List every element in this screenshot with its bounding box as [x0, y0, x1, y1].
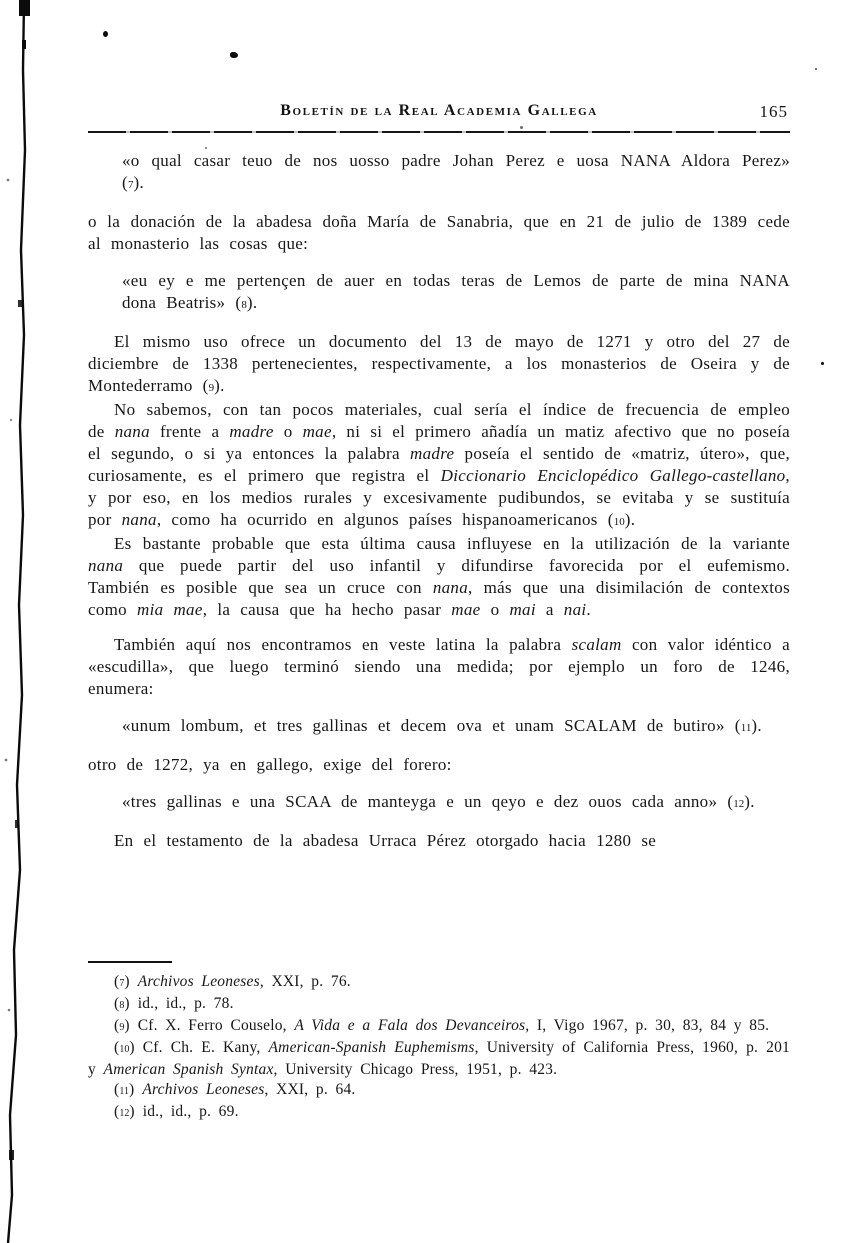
footnote-ref: 12: [733, 798, 745, 810]
footnote-list: [88, 972, 790, 1124]
footnotes-section: [88, 961, 790, 1124]
footnote-item: (9) Cf. X. Ferro Couselo, A Vida e a Fala dos Devanceiros, I, Vigo 1967, p. 30, 83, 84 y 85.: [114, 1017, 770, 1034]
paragraph: No sabemos, con tan pocos materiales, cual sería el índice de frecuencia de empleo de nana frente a madre o mae, ni si el primero añadía un matiz afectivo que no poseía el segundo, o si ya entonces la palabra madre poseía el sentido de «matriz, útero», que, curiosamente, es el primero que registra el Diccionario Enciclopédico Gallego-castellano, y por eso, en los medios rurales y excesivamente pudibundos, se evitaba y se sustituía por nana, como ha ocurrido en algunos países hispanoamericanos (10).: [88, 400, 791, 529]
footnote-ref: 10: [613, 516, 625, 528]
footnote-ref: 9: [208, 382, 215, 394]
footnote-item: (11) Archivos Leoneses, XXI, p. 64.: [114, 1081, 356, 1098]
footnote-ref: 11: [740, 722, 752, 734]
paragraph: o la donación de la abadesa doña María de Sanabria, que en 21 de julio de 1389 cede al monasterio las cosas que:: [88, 212, 790, 253]
footnote-ref: 9: [119, 1022, 125, 1033]
block-quote: «eu ey e me pertençen de auer en todas teras de Lemos de parte de mina NANA dona Beatris» (8).: [122, 271, 790, 312]
footnote-ref: 10: [119, 1044, 130, 1055]
footnote-item: (12) id., id., p. 69.: [114, 1103, 239, 1120]
page-number: 165: [759, 102, 788, 121]
footnote-separator-rule: [88, 961, 172, 963]
footnote-item: (8) id., id., p. 78.: [114, 995, 234, 1012]
block-quote: «tres gallinas e una SCAA de manteyga e un qeyo e dez ouos cada anno» (12).: [122, 792, 755, 811]
header-rule: [88, 131, 790, 133]
footnote-ref: 8: [241, 299, 247, 311]
footnote-ref: 7: [119, 978, 125, 989]
block-quote: «o qual casar teuo de nos uosso padre Johan Perez e uosa NANA Aldora Perez» (7).: [122, 151, 790, 192]
block-quote: «unum lombum, et tres gallinas et decem ova et unam SCALAM de butiro» (11).: [122, 716, 762, 735]
journal-title: Boletín de la Real Academia Gallega: [280, 102, 598, 119]
paragraph: Es bastante probable que esta última causa influyese en la utilización de la variante nana que puede partir del uso infantil y difundirse favorecida por el eufemismo. También es posible que sea un cruce con nana, más que una disimilación de contextos como mia mae, la causa que ha hecho pasar mae o mai a nai.: [88, 534, 790, 619]
paragraph: otro de 1272, ya en gallego, exige del forero:: [88, 755, 452, 774]
footnote-ref: 8: [119, 1000, 125, 1011]
footnote-ref: 12: [119, 1108, 130, 1119]
body-text: [88, 150, 790, 852]
binding-scan-artifact: [0, 0, 60, 1243]
footnote-item: (10) Cf. Ch. E. Kany, American-Spanish Euphemisms, University of California Press, 1960, p. 201 y American Spanish Syntax, University Chicago Press, 1951, p. 423.: [88, 1039, 790, 1078]
footnote-item: (7) Archivos Leoneses, XXI, p. 76.: [114, 973, 351, 990]
footnote-ref: 7: [127, 179, 134, 191]
paragraph: También aquí nos encontramos en veste latina la palabra scalam con valor idéntico a «escudilla», que luego terminó siendo una medida; por ejemplo un foro de 1246, enumera:: [88, 635, 790, 698]
page-header: [88, 102, 790, 124]
ink-speck: [821, 362, 824, 365]
ink-speck: [815, 68, 817, 70]
footnote-ref: 11: [119, 1086, 130, 1097]
paragraph: En el testamento de la abadesa Urraca Pérez otorgado hacia 1280 se: [114, 831, 657, 850]
paragraph: El mismo uso ofrece un documento del 13 de mayo de 1271 y otro del 27 de diciembre de 1338 pertenecientes, respectivamente, a los monasterios de Oseira y de Montederramo (9).: [88, 332, 790, 395]
